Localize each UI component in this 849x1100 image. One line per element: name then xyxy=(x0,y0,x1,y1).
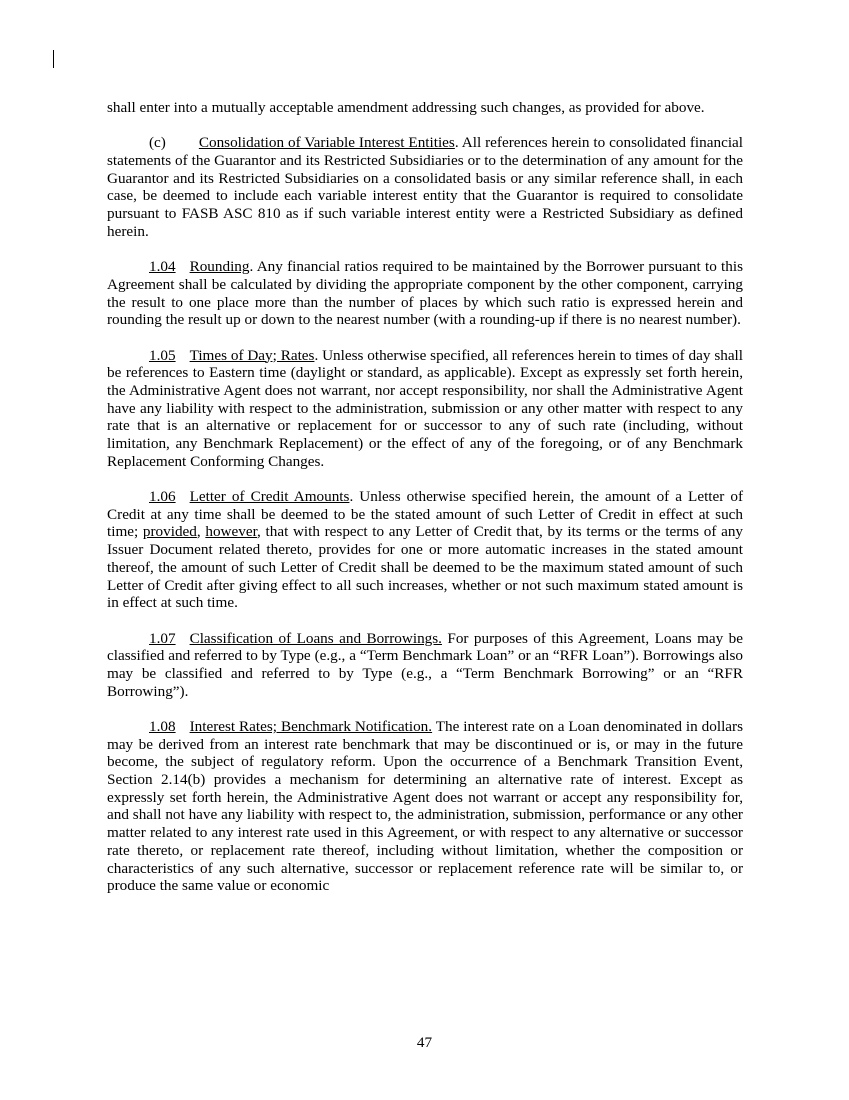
section-body: . Unless otherwise specified, all references herein to times of day shall be references to Eastern time (daylight or standard, as applicable). Except as expressly set forth herein, the Administrative Agent does not warrant, nor accept responsibility, nor shall the Administrative Agent have any liability with respect to the administration, submission or any other matter with respect to any rate that is an alternative or replacement for or successor to any of such rate (including, without limitation, any Benchmark Replacement) or the effect of any of the foregoing, or of any Benchmark Replacement Conforming Changes. xyxy=(107,346,743,470)
section-body: The interest rate on a Loan denominated in dollars may be derived from an interest rate benchmark that may be discontinued or is, or may in the future become, the subject of regulatory reform. Upon the occurrence of a Benchmark Transition Event, Section 2.14(b) provides a mechanism for determining an alternative rate of interest. Except as expressly set forth herein, the Administrative Agent does not warrant or accept any responsibility for, and shall not have any liability with respect to, the administration, submission, performance or any other matter related to any interest rate used in this Agreement, or with respect to any alternative or successor rate thereto, or replacement rate thereof, including without limitation, whether the composition or characteristics of any such alternative, successor or replacement reference rate will be similar to, or produce the same value or economic xyxy=(107,717,743,895)
section-number-heading: 1.07 Classification of Loans and Borrowings. xyxy=(149,629,442,647)
section-1-07-classification xyxy=(107,630,743,701)
section-body-a: . Unless otherwise specified herein, the amount of a Letter of Credit at any time shall be deemed to be the stated amount of such Letter of Credit in effect at such time; xyxy=(107,488,743,541)
section-number-heading: 1.04 Rounding xyxy=(149,258,250,276)
section-1-04-rounding xyxy=(107,258,743,329)
revision-margin-bar xyxy=(53,50,54,68)
section-number-heading: 1.06 Letter of Credit Amounts xyxy=(149,488,350,506)
document-body xyxy=(107,99,743,913)
section-heading: Consolidation of Variable Interest Entities xyxy=(198,134,455,152)
page-number: 47 xyxy=(416,1034,433,1051)
section-number-heading: 1.08 Interest Rates; Benchmark Notification. xyxy=(149,717,433,735)
section-body: . Any financial ratios required to be maintained by the Borrower pursuant to this Agreement shall be calculated by dividing the appropriate component by the other component, carrying the result to one place more than the number of places by which such ratio is expressed herein and rounding the result up or down to the nearest number (with a rounding-up if there is no nearest number). xyxy=(107,258,743,329)
section-number-heading: 1.05 Times of Day; Rates xyxy=(149,346,315,364)
provided-term: provided xyxy=(142,523,197,541)
section-body-b: , that with respect to any Letter of Credit that, by its terms or the terms of any Issuer Document related thereto, provides for one or more automatic increases in the stated amount thereof, the amount of such Letter of Credit shall be deemed to be the maximum stated amount of such Letter of Credit after giving effect to all such increases, whether or not such maximum stated amount is in effect at such time. xyxy=(107,523,744,612)
section-c-consolidation xyxy=(107,134,743,240)
section-number: (c) xyxy=(149,134,166,152)
section-1-08-interest-rates xyxy=(107,718,743,895)
section-body: . All references herein to consolidated financial statements of the Guarantor and its Restricted Subsidiaries or to the determination of any amount for the Guarantor and its Restricted Subsidiaries on a consolidated basis or any similar reference shall, in each case, be deemed to include each variable interest entity that the Guarantor is required to consolidate pursuant to FASB ASC 810 as if such variable interest entity were a Restricted Subsidiary as defined herein. xyxy=(107,134,743,240)
continuation-paragraph: shall enter into a mutually acceptable amendment addressing such changes, as provided for above. xyxy=(107,99,705,116)
section-1-05-times-of-day xyxy=(107,347,743,471)
section-body: For purposes of this Agreement, Loans may be classified and referred to by Type (e.g., a “Term Benchmark Loan” or an “RFR Loan”). Borrowings also may be classified and referred to by Type (e.g., a “Term Benchmark Borrowing” or an “RFR Borrowing”). xyxy=(107,629,743,700)
section-1-06-letter-of-credit: 1.06 Letter of Credit Amounts. Unless otherwise specified herein, the amount of a Letter of Credit at any time shall be deemed to be the stated amount of such Letter of Credit in effect at such time; provided, however, that with respect to any Letter of Credit that, by its terms or the terms of any Issuer Document related thereto, provides for one or more automatic increases in the stated amount thereof, the amount of such Letter of Credit shall be deemed to be the maximum stated amount of such Letter of Credit after giving effect to all such increases, whether or not such maximum stated amount is in effect at such time. xyxy=(107,488,744,612)
however-term: however xyxy=(205,523,258,541)
